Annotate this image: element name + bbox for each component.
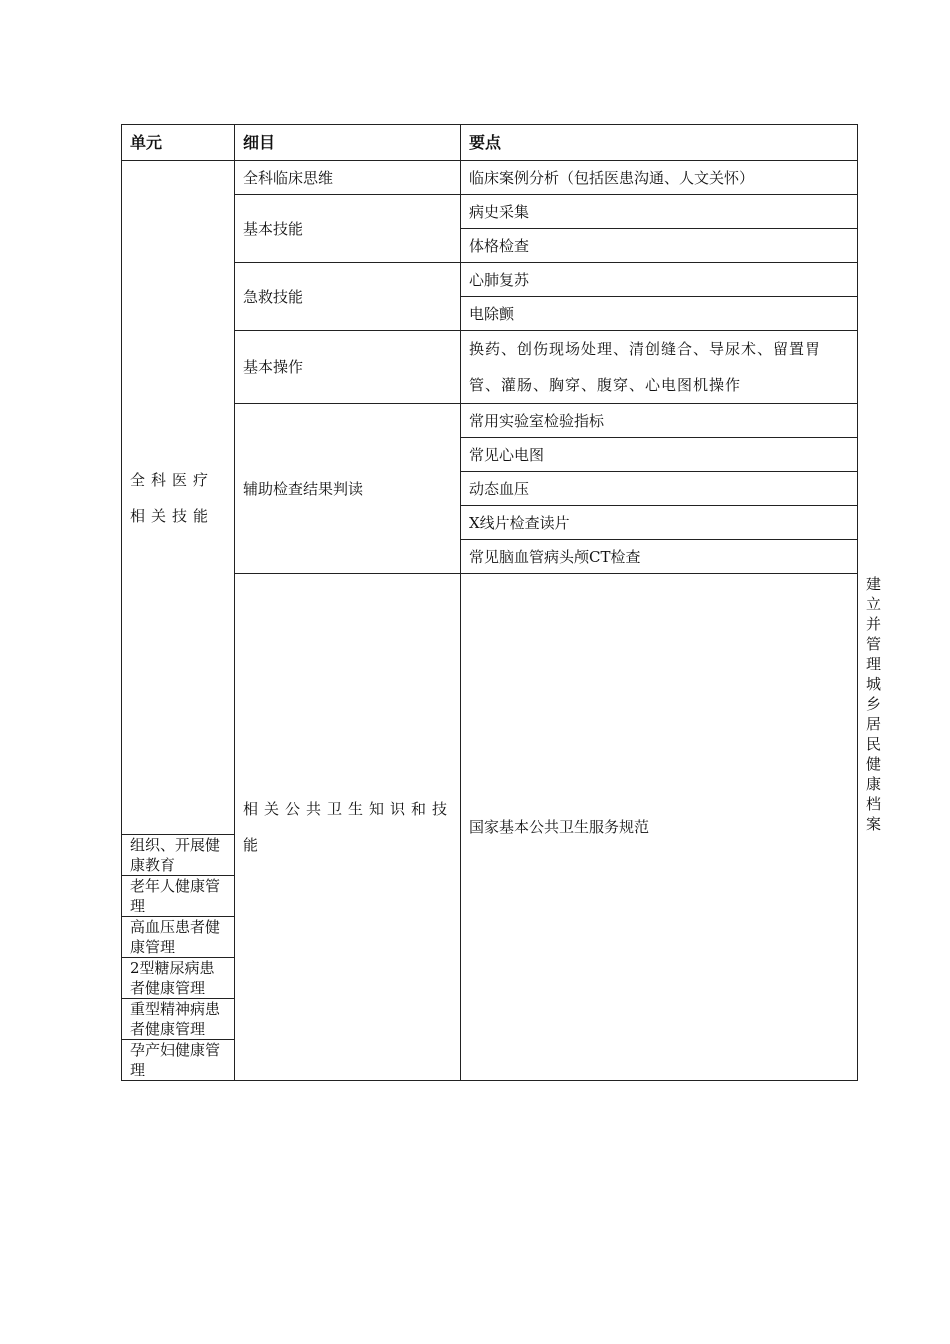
point-cell: 常见脑血管病头颅CT检查 xyxy=(461,540,858,574)
header-unit: 单元 xyxy=(122,125,235,161)
point-cell: 常用实验室检验指标 xyxy=(461,404,858,438)
point-cell: 病史采集 xyxy=(461,195,858,229)
point-cell: X线片检查读片 xyxy=(461,506,858,540)
point-cell: 常见心电图 xyxy=(461,438,858,472)
point-cell: 2型糖尿病患者健康管理 xyxy=(122,958,235,999)
subitem-cell: 辅助检查结果判读 xyxy=(235,404,461,574)
table-header-row xyxy=(122,125,858,161)
point-cell: 重型精神病患者健康管理 xyxy=(122,999,235,1040)
subitem-cell: 急救技能 xyxy=(235,263,461,331)
point-cell: 动态血压 xyxy=(461,472,858,506)
point-cell: 高血压患者健康管理 xyxy=(122,917,235,958)
subitem-cell: 全科临床思维 xyxy=(235,161,461,195)
point-cell: 老年人健康管理 xyxy=(122,876,235,917)
header-points: 要点 xyxy=(461,125,858,161)
point-cell: 组织、开展健康教育 xyxy=(122,835,235,876)
point-cell: 换药、创伤现场处理、清创缝合、导尿术、留置胃管、灌肠、胸穿、腹穿、心电图机操作 xyxy=(461,331,858,404)
point-cell: 心肺复苏 xyxy=(461,263,858,297)
subitem-cell: 基本技能 xyxy=(235,195,461,263)
syllabus-table xyxy=(121,124,882,1081)
point-cell: 电除颤 xyxy=(461,297,858,331)
table-row: 相关公共卫生知识和技能 国家基本公共卫生服务规范 建立并管理城乡居民健康档案 xyxy=(122,574,858,835)
point-cell: 孕产妇健康管理 xyxy=(122,1040,235,1081)
subitem-cell: 基本操作 xyxy=(235,331,461,404)
point-cell: 临床案例分析（包括医患沟通、人文关怀） xyxy=(461,161,858,195)
subitem-cell: 国家基本公共卫生服务规范 xyxy=(461,574,858,1081)
table-row xyxy=(122,161,858,195)
unit-cell: 相关公共卫生知识和技能 xyxy=(235,574,461,1081)
unit-cell: 全科医疗相关技能 xyxy=(122,161,235,835)
point-cell: 体格检查 xyxy=(461,229,858,263)
header-subitem: 细目 xyxy=(235,125,461,161)
